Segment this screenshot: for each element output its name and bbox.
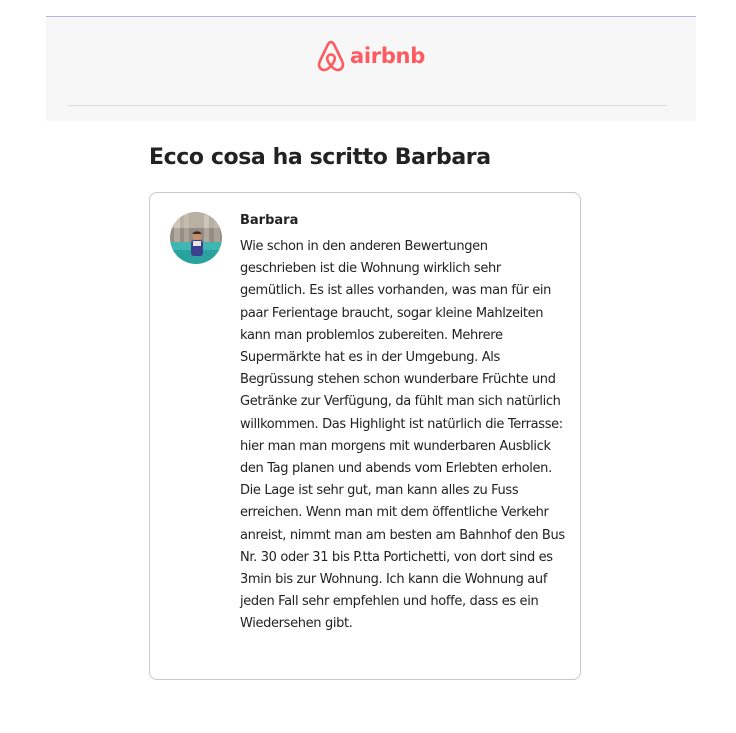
reviewer-avatar[interactable] xyxy=(170,212,222,264)
header-divider xyxy=(67,105,667,106)
airbnb-logo[interactable] xyxy=(316,39,425,73)
page-title: Ecco cosa ha scritto Barbara xyxy=(149,145,491,170)
review-text: Wie schon in den anderen Bewertungen geschrieben ist die Wohnung wirklich sehr gemütlich. Es ist alles vorhanden, was man für ein paar Ferientage braucht, sogar kleine Mahlzeiten kann man problemlos zubereiten. Mehrere Supermärkte hat es in der Umgebung. Als Begrüssung stehen schon wunderbare Früchte und Getränke zur Verfügung, da fühlt man sich natürlich willkommen. Das Highlight ist natürlich die Terrasse: hier man man morgens mit wunderbaren Ausblick den Tag planen und abends vom Erlebten erholen. Die Lage ist sehr gut, man kann alles zu Fuss erreichen. Wenn man mit dem öffentliche Verkehr anreist, nimmt man am besten am Bahnhof den Bus Nr. 30 oder 31 bis P.tta Portichetti, von dort sind es 3min bis zur Wohnung. Ich kann die Wohnung auf jeden Fall sehr empfehlen und hoffe, dass es ein Wiedersehen gibt. xyxy=(240,239,565,632)
airbnb-belo-icon xyxy=(316,39,346,73)
review-card xyxy=(149,192,581,680)
reviewer-name: Barbara xyxy=(240,213,299,228)
email-header xyxy=(46,16,696,121)
logo-wordmark: airbnb xyxy=(350,44,425,68)
